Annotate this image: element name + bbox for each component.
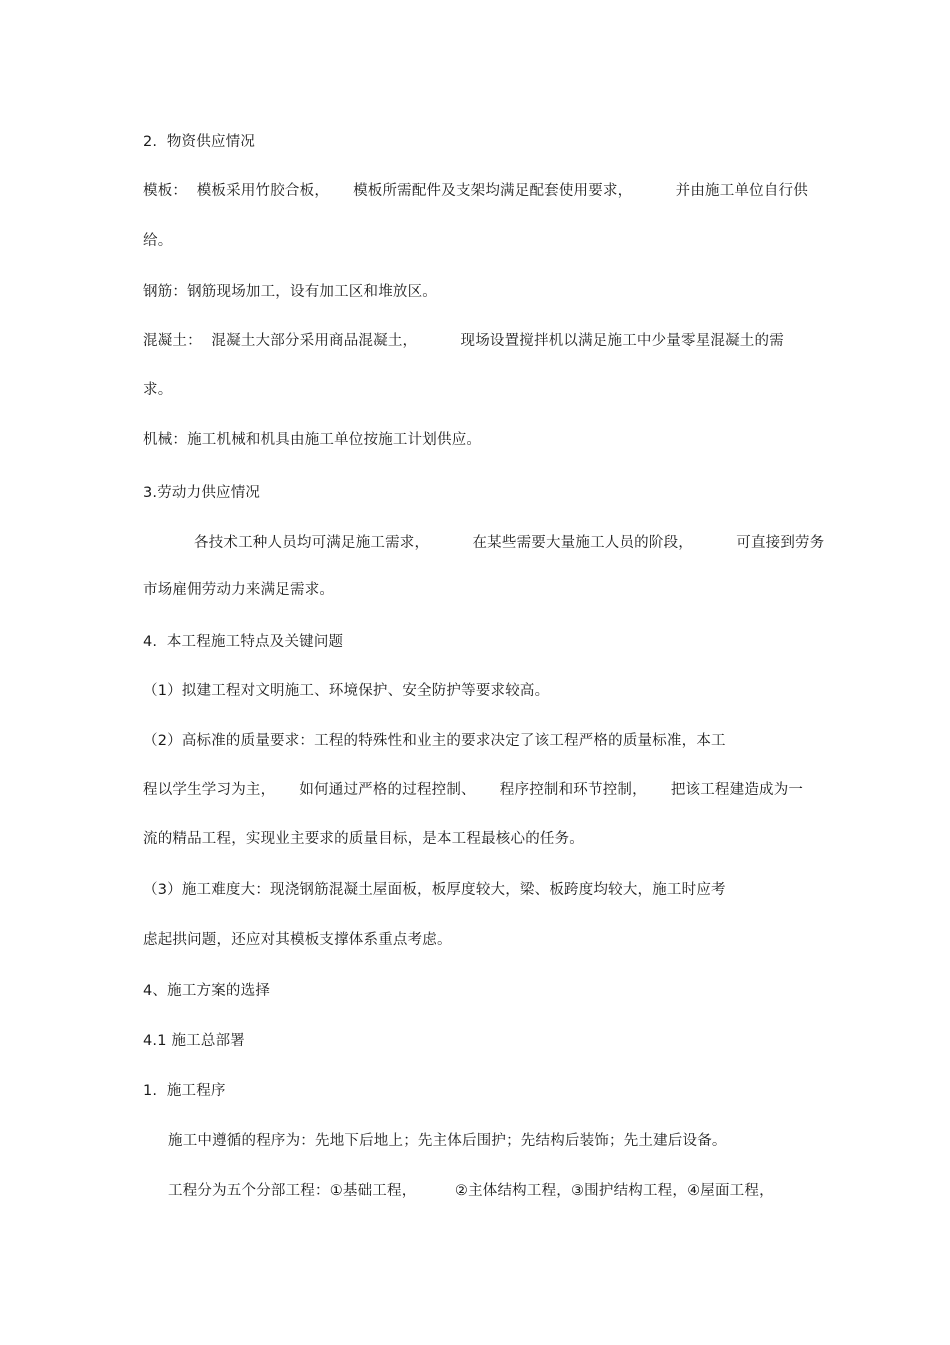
heading-labor-supply: 3.劳动力供应情况 <box>143 485 261 501</box>
list-item-2-cont2: 流的精品工程，实现业主要求的质量目标，是本工程最核心的任务。 <box>143 831 584 847</box>
paragraph-formwork: 模板： 模板采用竹胶合板， 模板所需配件及支架均满足配套使用要求， 并由施工单位自行供 <box>143 183 808 199</box>
paragraph-machinery: 机械：施工机械和机具由施工单位按施工计划供应。 <box>143 432 482 448</box>
heading-material-supply: 2. 物资供应情况 <box>143 134 256 150</box>
heading-overall-deployment: 4.1 施工总部署 <box>143 1033 245 1049</box>
list-item-2-cont1: 程以学生学习为主， 如何通过严格的过程控制、 程序控制和环节控制， 把该工程建造成为一 <box>143 782 804 798</box>
paragraph-labor: 各技术工种人员均可满足施工需求， 在某些需要大量施工人员的阶段， 可直接到劳务 <box>194 535 825 551</box>
heading-construction-sequence: 1. 施工程序 <box>143 1083 226 1099</box>
paragraph-sequence: 施工中遵循的程序为：先地下后地上；先主体后围护；先结构后装饰；先土建后设备。 <box>168 1133 727 1149</box>
paragraph-concrete: 混凝土： 混凝土大部分采用商品混凝土， 现场设置搅拌机以满足施工中少量零星混凝土的需 <box>143 333 784 349</box>
list-item-3-cont: 虑起拱问题，还应对其模板支撑体系重点考虑。 <box>143 932 452 948</box>
heading-scheme-selection: 4、施工方案的选择 <box>143 983 271 999</box>
paragraph-sub-projects: 工程分为五个分部工程：①基础工程， ②主体结构工程，③围护结构工程，④屋面工程， <box>168 1183 774 1199</box>
paragraph-rebar: 钢筋：钢筋现场加工，设有加工区和堆放区。 <box>143 284 437 300</box>
paragraph-formwork-cont: 给。 <box>143 233 173 249</box>
list-item-3: （3）施工难度大：现浇钢筋混凝土屋面板，板厚度较大，梁、板跨度均较大，施工时应考 <box>143 882 726 898</box>
heading-key-issues: 4. 本工程施工特点及关键问题 <box>143 634 344 650</box>
paragraph-labor-cont: 市场雇佣劳动力来满足需求。 <box>143 582 335 598</box>
list-item-1: （1）拟建工程对文明施工、环境保护、安全防护等要求较高。 <box>143 683 550 699</box>
list-item-2: （2）高标准的质量要求：工程的特殊性和业主的要求决定了该工程严格的质量标准，本工 <box>143 733 726 749</box>
paragraph-concrete-cont: 求。 <box>143 382 173 398</box>
